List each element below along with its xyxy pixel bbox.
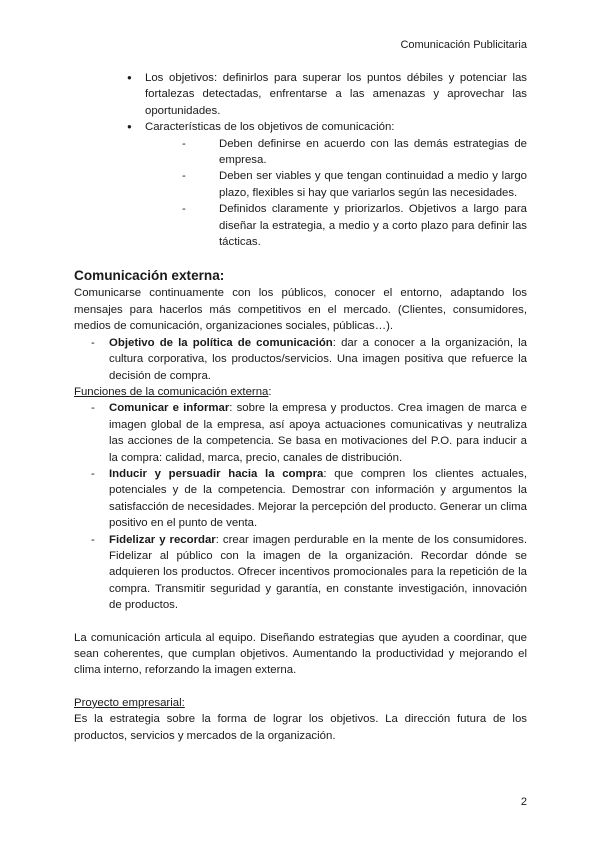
- project-label: Proyecto empresarial:: [74, 696, 185, 709]
- document-body: [74, 70, 527, 744]
- policy-list: [91, 335, 527, 384]
- list-item: - Definidos claramente y priorizarlos. Objetivos a largo para diseñar la estrategia, a medio y a corto plazo para definir las tácticas.: [182, 201, 527, 250]
- function-text: : crear imagen perdurable en la mente de los consumidores. Fidelizar al público con la imagen de la organización. Recordar dónde se adquieren los productos. Ofrecer incentivos promocionales para la repetición de la compra. Transmitir seguridad y garantía, en constante investigación, innovación de productos.: [109, 533, 528, 612]
- list-item: [74, 119, 527, 250]
- page-header: Comunicación Publicitaria: [400, 39, 527, 51]
- policy-text: : dar a conocer a la organización, la cultura corporativa, los productos/servicios. Una imagen positiva que refuerce la decisión de compra.: [109, 336, 528, 382]
- functions-list: [91, 400, 527, 613]
- list-item: [91, 335, 527, 384]
- function-text: : sobre la empresa y productos. Crea imagen de marca e imagen global de la empresa, así apoya actuaciones comunicativas y neutraliza las acciones de la competencia. Se basa en motivaciones del P.O. para inducir a la compra: calidad, marca, precio, canales de distribución.: [109, 402, 527, 464]
- objectives-bullet-list: [74, 70, 527, 250]
- function-bold-label: Fidelizar y recordar: [109, 533, 216, 546]
- list-item: [91, 400, 527, 466]
- page-number: 2: [520, 796, 527, 808]
- section-heading-external: Comunicación externa:: [74, 268, 225, 284]
- list-item: - Deben ser viables y que tengan continuidad a medio y largo plazo, flexibles si hay que variarlos según las necesidades.: [182, 168, 527, 201]
- objectives-characteristics-list: [182, 136, 527, 251]
- bullet-text: Los objetivos: definirlos para superar los puntos débiles y potenciar las fortalezas detectadas, enfrentarse a las amenazas y aprovechar las oportunidades.: [145, 72, 527, 117]
- list-item: [74, 70, 527, 119]
- functions-colon: :: [268, 385, 272, 398]
- function-bold-label: Comunicar e informar: [109, 402, 230, 415]
- list-item: [91, 532, 527, 614]
- function-bold-label: Inducir y persuadir hacia la compra: [109, 467, 324, 480]
- internal-paragraph: La comunicación articula al equipo. Diseñando estrategias que ayuden a coordinar, que sean coherentes, que cumplan objetivos. Aumentando la productividad y mejorando el clima interno, reforzando la imagen externa.: [74, 631, 527, 677]
- functions-label: Funciones de la comunicación externa: [74, 385, 269, 398]
- list-item: [91, 466, 527, 532]
- policy-bold-label: Objetivo de la política de comunicación: [109, 336, 333, 349]
- project-paragraph: Es la estrategia sobre la forma de lograr los objetivos. La dirección futura de los productos, servicios y mercados de la organización.: [74, 713, 527, 742]
- bullet-text: Características de los objetivos de comunicación:: [145, 121, 395, 134]
- list-item: - Deben definirse en acuerdo con las demás estrategias de empresa.: [182, 136, 527, 169]
- functions-subheading: [74, 384, 527, 400]
- external-paragraph: Comunicarse continuamente con los públicos, conocer el entorno, adaptando los mensajes para hacerlos más competitivos en el mercado. (Clientes, consumidores, medios de comunicación, organizaciones sociales, públicas…).: [74, 287, 527, 333]
- function-text: : que compren los clientes actuales, potenciales y de la competencia. Demostrar con información y argumentos la satisfacción de necesidades. Mejorar la percepción del producto. Generar un clima positivo en el punto de venta.: [109, 467, 527, 530]
